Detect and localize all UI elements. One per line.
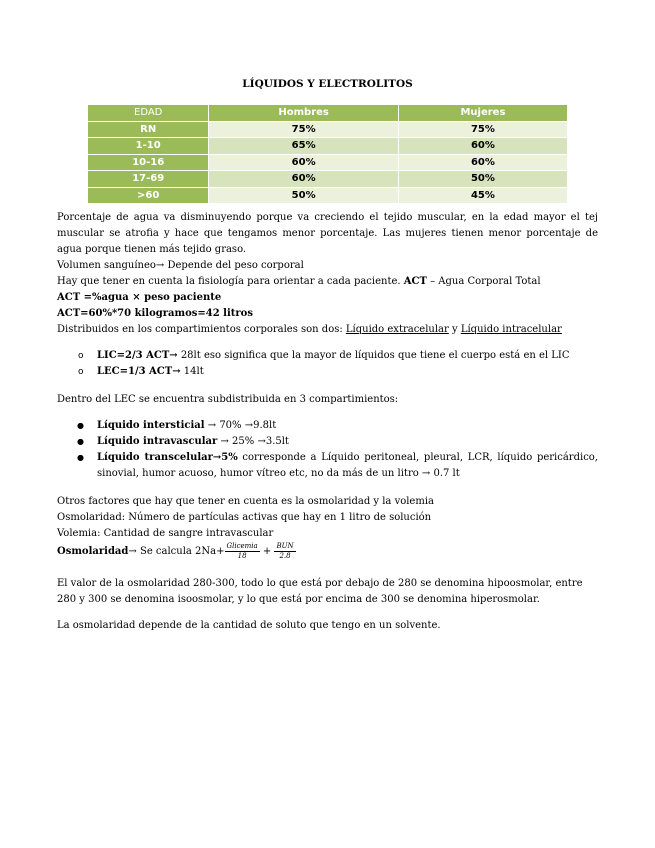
cell-hombres: 65% <box>209 138 398 155</box>
frac-num: Glicemia <box>226 542 258 550</box>
line-osm-formula <box>57 542 598 560</box>
list-item <box>97 418 598 434</box>
cell-edad: >60 <box>88 187 209 204</box>
cell-mujeres: 60% <box>398 138 567 155</box>
list-item <box>97 450 598 482</box>
table-row <box>88 154 568 171</box>
list-item <box>97 348 598 364</box>
dist-and: y <box>448 324 461 335</box>
line-act-example <box>57 306 598 322</box>
line-otros: Otros factores que hay que tener en cuenta es la osmolaridad y la volemia <box>57 496 434 507</box>
intersticial-label: Líquido intersticial <box>97 420 205 431</box>
cell-hombres: 75% <box>209 121 398 138</box>
intravascular-label: Líquido intravascular <box>97 436 218 447</box>
fisio-act: ACT <box>403 276 427 287</box>
page-title: LÍQUIDOS Y ELECTROLITOS <box>242 78 413 90</box>
frac-den: 18 <box>237 552 247 560</box>
dist-intracelular: Líquido intracelular <box>460 324 562 335</box>
line-dentro: Dentro del LEC se encuentra subdistribuida en 3 compartimientos: <box>57 394 399 405</box>
compartment-list <box>97 418 598 482</box>
lec-label: LEC=1/3 ACT→ <box>97 366 181 377</box>
fraction-bun <box>274 542 295 561</box>
header-edad: EDAD <box>88 105 209 122</box>
intro-paragraph <box>57 210 598 258</box>
lic-lec-list <box>97 348 598 380</box>
para-valor: El valor de la osmolaridad 280-300, todo lo que está por debajo de 280 se denomina hipoosmolar, entre 280 y 300 se denomina isoosmolar, y lo que está por encima de 300 se denomina hiperosmolar. <box>57 578 583 605</box>
cell-edad: 10-16 <box>88 154 209 171</box>
line-fisiologia <box>57 274 598 290</box>
header-hombres: Hombres <box>209 105 398 122</box>
line-vol-def: Volemia: Cantidad de sangre intravascular <box>57 528 274 539</box>
header-mujeres: Mujeres <box>398 105 567 122</box>
plus-sign: + <box>259 546 275 557</box>
para-depende: La osmolaridad depende de la cantidad de soluto que tengo en un solvente. <box>57 620 441 631</box>
table-row <box>88 171 568 188</box>
cell-edad: 1-10 <box>88 138 209 155</box>
cell-mujeres: 50% <box>398 171 567 188</box>
frac-den: 2.8 <box>279 552 291 560</box>
fraction-glicemia <box>225 542 260 561</box>
lic-text: 28lt eso significa que la mayor de líquidos que tiene el cuerpo está en el LIC <box>177 350 570 361</box>
cell-edad: RN <box>88 121 209 138</box>
frac-num: BUN <box>276 542 294 550</box>
dist-extracelular: Líquido extracelular <box>345 324 449 335</box>
intravascular-value: → 25% →3.5lt <box>217 436 289 447</box>
table-row <box>88 138 568 155</box>
osmolarity-section <box>57 494 598 560</box>
table-row <box>88 187 568 204</box>
lic-label: LIC=2/3 ACT→ <box>97 350 178 361</box>
fisio-def: – Agua Corporal Total <box>426 276 541 287</box>
line-volumen: Volumen sanguíneo→ Depende del peso corporal <box>57 260 304 271</box>
cell-mujeres: 45% <box>398 187 567 204</box>
para-water-decrease: Porcentaje de agua va disminuyendo porque va creciendo el tejido muscular, en la edad mayor el tej muscular se atrofia y hace que tengamos menor porcentaje. Las mujeres tienen menor porcentaje de agua porque tienen más tejido graso. <box>57 212 598 255</box>
transcelular-pct: →5% <box>212 452 238 463</box>
line-act-formula: ACT =%agua × peso paciente <box>57 292 222 303</box>
act-example-text: ACT=60%*70 kilogramos=42 litros <box>57 308 253 319</box>
table-row <box>88 121 568 138</box>
transcelular-label: Líquido transcelular <box>97 452 213 463</box>
cell-hombres: 50% <box>209 187 398 204</box>
cell-edad: 17-69 <box>88 171 209 188</box>
dist-text: Distribuidos en los compartimientos corporales son dos: <box>57 324 346 335</box>
table-header-row <box>88 105 568 122</box>
fisio-text: Hay que tener en cuenta la fisiología para orientar a cada paciente. <box>57 276 404 287</box>
osm-label: Osmolaridad <box>57 546 129 557</box>
transcelular-text: corresponde a Líquido peritoneal, pleural, LCR, líquido pericárdico, sinovial, humor acuoso, humor vítreo etc, no da más de un litro → 0.7 lt <box>97 452 598 479</box>
cell-hombres: 60% <box>209 171 398 188</box>
list-item <box>97 434 598 450</box>
cell-mujeres: 75% <box>398 121 567 138</box>
water-percentage-table <box>87 104 568 204</box>
cell-mujeres: 60% <box>398 154 567 171</box>
list-item <box>97 364 598 380</box>
intersticial-value: → 70% →9.8lt <box>204 420 277 431</box>
body-lines <box>57 258 598 338</box>
line-osm-def: Osmolaridad: Número de partículas activas que hay en 1 litro de solución <box>57 512 432 523</box>
osm-calc: → Se calcula 2Na+ <box>128 546 225 557</box>
line-distribuidos <box>57 322 598 338</box>
lec-text: 14lt <box>180 366 204 377</box>
cell-hombres: 60% <box>209 154 398 171</box>
